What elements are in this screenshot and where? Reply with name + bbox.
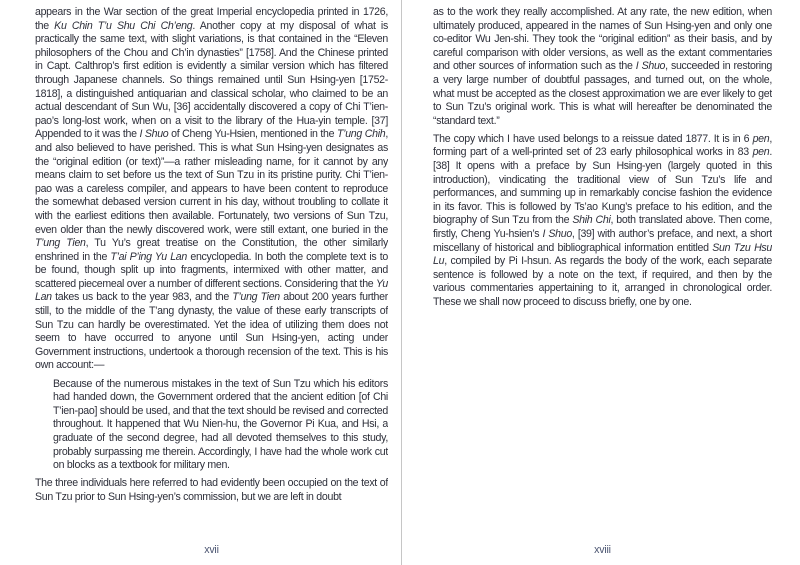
paragraph: The copy which I have used belongs to a reissue dated 1877. It is in 6 pen, forming part of a well-printed set of 23 early philosophical works in 83 pen. [38] It opens with a preface by Sun Hsing-yen (largely quoted in this introduction), vindicating the traditional view of Sun Tzu’s life and performances, and summing up in remarkably concise fashion the evidence in its favor. This is followed by Ts’ao Kung’s preface to his edition, and the biography of Sun Tzu from the Shih Chi, both translated above. Then come, firstly, Cheng Yu-hsien’s I Shuo, [39] with author’s preface, and next, a short miscellany of historical and bibliographical information entitled Sun Tzu Hsu Lu, compiled by Pi I-hsun. As regards the body of the work, each separate sentence is followed by a note on the text, if required, and then by the various commentaries appertaining to it, arranged in chronological order. These we shall now proceed to discuss briefly, one by one. <box>433 132 772 308</box>
right-page <box>402 0 800 565</box>
block-quote: Because of the numerous mistakes in the text of Sun Tzu which his editors had handed down, the Government ordered that the ancient edition [of Chi T’ien-pao] should be used, and that the text should be revised and corrected throughout. It happened that Wu Nien-hu, the Governor Pi Kua, and Hsi, a graduate of the second degree, had all devoted themselves to this study, probably surpassing me therein. Accordingly, I have had the whole work cut on blocks as a textbook for military men. <box>53 377 388 472</box>
left-page-number: xvii <box>204 544 219 556</box>
paragraph: The three individuals here referred to had evidently been occupied on the text of Sun Tzu prior to Sun Hsing-yen’s commission, but we are left in doubt <box>35 477 388 503</box>
right-page-text <box>433 6 772 538</box>
left-page-text <box>35 6 388 538</box>
paragraph: as to the work they really accomplished. At any rate, the new edition, when ultimately produced, appeared in the names of Sun Hsing-yen and only one co-editor Wu Jen-shi. They took the “original edition” as their basis, and by careful comparison with older versions, as well as the extant commentaries and other sources of information such as the I Shuo, succeeded in restoring a very large number of doubtful passages, and turned out, on the whole, what must be accepted as the closest approximation we are ever likely to get to Sun Tzu’s original work. This is what will hereafter be denominated the “standard text.” <box>433 6 772 127</box>
right-page-number: xviii <box>594 544 611 556</box>
paragraph: appears in the War section of the great Imperial encyclopedia printed in 1726, the Ku Chin T’u Shu Chi Ch’eng. Another copy at my disposal of what is practically the same text, with slight variations, is that contained in the “Eleven philosophers of the Chou and Ch’in dynasties” [1758]. And the Chinese printed in Capt. Calthrop’s first edition is evidently a similar version which has filtered through Japanese channels. So things remained until Sun Hsing-yen [1752-1818], a distinguished antiquarian and classical scholar, who claimed to be an actual descendant of Sun Wu, [36] accidentally discovered a copy of Chi T’ien-pao’s long-lost work, when on a visit to the library of the Hua-yin temple. [37] Appended to it was the I Shuo of Cheng Yu-Hsien, mentioned in the T’ung Chih, and also believed to have perished. This is what Sun Hsing-yen designates as the “original edition (or text)”—a rather misleading name, for it cannot by any means claim to set before us the text of Sun Tzu in its pristine purity. Chi T’ien-pao was a careless compiler, and appears to have been content to reproduce the somewhat debased version current in his day, without troubling to collate it with the earliest editions then available. Fortunately, two versions of Sun Tzu, even older than the newly discovered work, were still extant, one buried in the T’ung Tien, Tu Yu’s great treatise on the Constitution, the other similarly enshrined in the T’ai P’ing Yu Lan encyclopedia. In both the complete text is to be found, though split up into fragments, intermixed with other matter, and scattered piecemeal over a number of different sections. Considering that the Yu Lan takes us back to the year 983, and the T’ung Tien about 200 years further still, to the middle of the T’ang dynasty, the value of these early transcripts of Sun Tzu can hardly be overestimated. Yet the idea of utilizing them does not seem to have occurred to anyone until Sun Hsing-yen, acting under Government instructions, undertook a thorough recension of the text. This is his own account:— <box>35 6 388 372</box>
